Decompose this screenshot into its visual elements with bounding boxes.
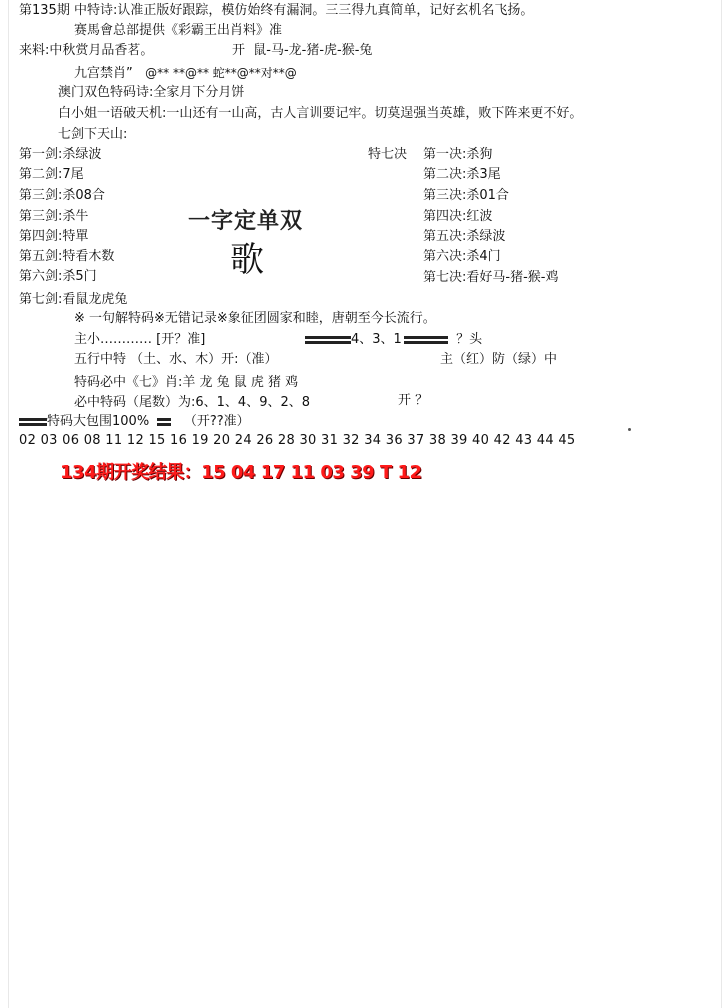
center-title-line1: 一字定单双 — [188, 209, 304, 234]
trick-item: 第一决:杀狗 — [423, 147, 493, 162]
double-bar-icon — [157, 416, 171, 428]
sword-item: 第四剑:特單 — [19, 229, 89, 244]
main-small-line: 主小………… [开？准] — [74, 332, 206, 347]
center-title-line2: 歌 — [230, 240, 264, 280]
trick-item: 第六决:杀4门 — [423, 249, 501, 264]
poem-label: 中特诗: — [73, 3, 118, 18]
trick-item: 第四决:红波 — [423, 209, 493, 224]
trick-item: 第三决:杀01合 — [423, 188, 509, 203]
sword-item: 第三剑:杀牛 — [19, 209, 89, 224]
double-bar-icon — [19, 416, 47, 428]
sword-item: 第三剑:杀08合 — [19, 188, 105, 203]
jiugong-code: @** **@** 蛇**@**对**@ — [145, 66, 297, 80]
open-zodiacs: 鼠-马-龙-猪-虎-猴-兔 — [253, 43, 373, 58]
must-tail-nums: 6、1、4、9、2、8 — [195, 395, 311, 410]
miss-line — [58, 105, 582, 123]
macau-line — [58, 84, 244, 102]
source-line — [19, 42, 153, 60]
macau-label: 澳门双色特码诗: — [58, 85, 154, 100]
issue-label: 第135期 — [19, 3, 70, 18]
poem-text: 认准正版好跟踪，模仿始终有漏洞。三三得九真简单，记好玄机名飞扬。 — [117, 3, 534, 18]
must-tail-line — [74, 394, 310, 412]
number-list: 02 03 06 08 11 12 15 16 19 20 24 26 28 30 31 32 34 36 37 38 39 40 42 43 44 45 — [19, 433, 576, 448]
source-text: 中秋赏月品香茗。 — [49, 43, 154, 58]
jiugong-label: 九宫禁肖” — [74, 66, 133, 81]
head-end: ？头 — [456, 332, 483, 347]
big-pack-label: 特码大包围100% — [47, 414, 150, 429]
tip-line: ※ 一句解特码※无错记录※象征团圆家和睦，唐朝至今长流行。 — [74, 311, 436, 326]
sword-item: 第二剑:7尾 — [19, 167, 84, 182]
provider-line: 赛馬會总部提供《彩霸王出肖料》准 — [74, 23, 283, 38]
header-line — [19, 2, 533, 20]
sword-item: 第六剑:杀5门 — [19, 269, 97, 284]
sword-item: 第一剑:杀绿波 — [19, 147, 102, 162]
head-line — [305, 331, 482, 349]
jiugong-line — [74, 64, 297, 83]
open-label: 开 — [232, 43, 246, 58]
must-zodiacs: 羊 龙 兔 鼠 虎 猪 鸡 — [182, 375, 299, 390]
trick-item: 第二决:杀3尾 — [423, 167, 501, 182]
dot-mark — [628, 428, 631, 431]
triple-bar-icon — [404, 334, 448, 346]
five-elements-line: 五行中特 （土、水、木）开:（准） — [74, 352, 278, 367]
head-nums: 4、3、1 — [351, 332, 402, 347]
big-pack-line — [19, 413, 250, 431]
result-line: 134期开奖结果：15 04 17 11 03 39 T 12 — [60, 462, 422, 483]
must-tail-open: 开 ？ — [398, 393, 429, 408]
seven-swords-title: 七剑下天山: — [58, 127, 128, 142]
trick-item: 第五决:杀绿波 — [423, 229, 506, 244]
macau-text: 全家月下分月饼 — [153, 85, 245, 100]
triple-bar-icon — [305, 334, 351, 346]
sword-item: 第五剑:特看木数 — [19, 249, 115, 264]
must-zodiac-label: 特码必中《七》肖: — [74, 375, 183, 390]
miss-label: 白小姐一语破天机: — [58, 106, 167, 121]
main-red-line: 主（红）防（绿）中 — [440, 352, 558, 367]
sword-item: 第七剑:看鼠龙虎兔 — [19, 292, 128, 307]
source-label: 来料: — [19, 43, 50, 58]
big-pack-open: （开??准） — [183, 414, 250, 429]
must-tail-label: 必中特码（尾数）为: — [74, 395, 196, 410]
miss-text: 一山还有一山高，古人言训要记牢。切莫逞强当英雄，败下阵来更不好。 — [166, 106, 583, 121]
trick-item: 第七决:看好马-猪-猴-鸡 — [423, 270, 559, 285]
page-frame — [8, 0, 722, 1008]
seven-tricks-label: 特七决 — [368, 147, 408, 162]
open-zodiac-line — [232, 42, 372, 60]
must-zodiac-line — [74, 374, 298, 392]
